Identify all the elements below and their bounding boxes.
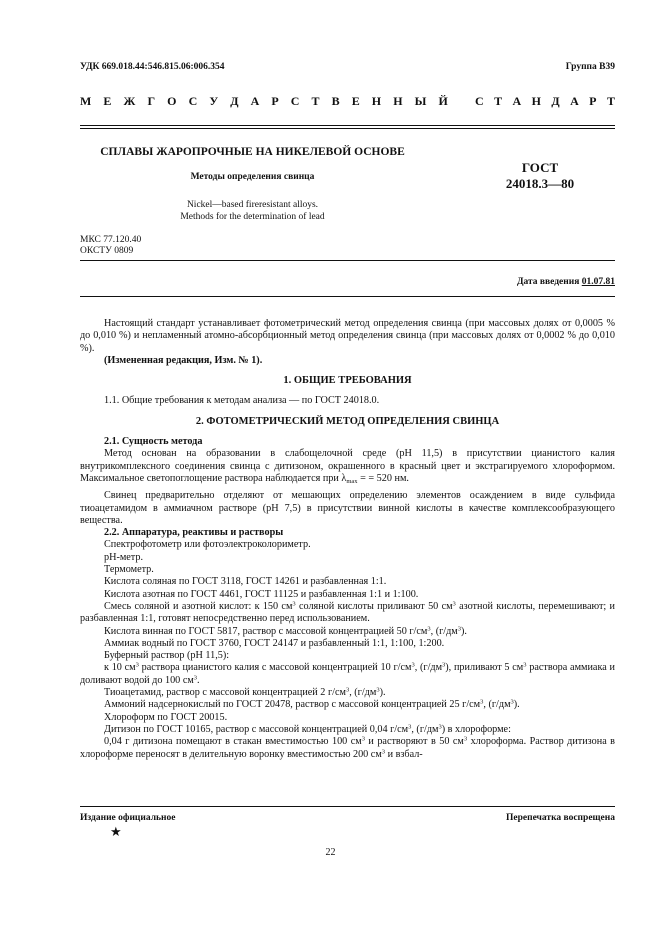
list-item: Дитизон по ГОСТ 10165, раствор с массовой концентрацией 0,04 $г/см^3$, $(г/дм^3)$ в хлороформе:: [104, 723, 511, 735]
mks-code: МКС 77.120.40: [80, 235, 142, 245]
section-2-heading: 2. ФОТОМЕТРИЧЕСКИЙ МЕТОД ОПРЕДЕЛЕНИЯ СВИНЦА: [195, 415, 500, 427]
clause-2-2-heading: 2.2. Аппаратура, реактивы и растворы: [104, 527, 284, 539]
document-title: СПЛАВЫ ЖАРОПРОЧНЫЕ НА НИКЕЛЕВОЙ ОСНОВЕ: [100, 146, 405, 158]
list-item: к 10 $см^3$ раствора цианистого калия с массовой концентрацией 10 $г/см^3$, $(г/дм^3)$, приливают 5 $см^3$ раствора аммиака и доливают водой до 100 $см^3$.: [80, 661, 615, 686]
header-rule-thin: [80, 128, 615, 129]
list-item: Аммиак водный по ГОСТ 3760, ГОСТ 24147 и разбавленный 1:1, 1:100, 1:200.: [104, 637, 445, 649]
okstu-code: ОКСТУ 0809: [80, 246, 134, 256]
intro-date: [517, 277, 615, 287]
list-item: Кислота азотная по ГОСТ 4461, ГОСТ 11125 и разбавленная 1:1 и 1:100.: [104, 588, 419, 600]
list-item: Смесь соляной и азотной кислот: к 150 $см^3$ соляной кислоты приливают 50 $см^3$ азотной кислоты, перемешивают; и разбавленная 1:1, готовят непосредственно перед использованием.: [80, 600, 616, 625]
page-number: 22: [325, 847, 336, 858]
english-title-line1: Nickel—based fireresistant alloys.: [186, 200, 319, 210]
clause-2-1-text-b: Свинец предварительно отделяют от мешающих определению элементов осаждением в виде сульфида тиоацетамидом в аммиачном растворе (pH 7,5) в присутствии винной кислоты в качестве комплексообразующего вещества.: [80, 490, 615, 526]
amendment-note: (Измененная редакция, Изм. № 1).: [104, 354, 263, 366]
list-item: pH-метр.: [104, 551, 144, 563]
section-1-heading: 1. ОБЩИЕ ТРЕБОВАНИЯ: [283, 375, 412, 387]
intro-date-label: Дата введения: [516, 277, 580, 287]
clause-2-1-text: Метод основан на образовании в слабощелочной среде (pH 11,5) в присутствии цианистого калия внутрикомплексного соединения свинца с дитизоном, окрашенного в красный цвет и экстрагируемого хлороформом. Максимальное светопоглощение раствора наблюдается при $\lambda_{max}$ = = 520 нм.: [80, 448, 615, 485]
document-body: [80, 318, 615, 761]
standard-banner: [80, 94, 615, 109]
document-subtitle: Методы определения свинца: [190, 172, 315, 182]
gost-label: ГОСТ: [521, 160, 559, 175]
reprint-prohibited: Перепечатка воспрещена: [505, 813, 615, 823]
banner-word-standard: С Т А Н Д А Р Т: [475, 94, 615, 108]
date-rule: [80, 296, 615, 297]
intro-paragraph: Настоящий стандарт устанавливает фотометрический метод определения свинца (при массовых долях от 0,0005 % до 0,010 %) и непламенный атомно-абсорбционный метод определения свинца (при массовых долях от 0,0002 % до 0,010 %).: [80, 318, 615, 354]
clause-1-1: 1.1. Общие требования к методам анализа — по ГОСТ 24018.0.: [104, 395, 380, 407]
list-item: Буферный раствор (pH 11,5):: [104, 650, 230, 662]
banner-word-interstate: М Е Ж Г О С У Д А Р С Т В Е Н Н Ы Й: [80, 94, 448, 108]
udk-code: УДК 669.018.44:546.815.06:006.354: [80, 62, 225, 72]
official-edition: Издание официальное: [80, 813, 176, 823]
list-item: Кислота соляная по ГОСТ 3118, ГОСТ 14261 и разбавленная 1:1.: [104, 576, 387, 588]
list-item: 0,04 г дитизона помещают в стакан вместимостью 100 $см^3$ и растворяют в 50 $см^3$ хлороформа. Раствор дитизона в хлороформе переносят в делительную воронку вместимостью 200 $см^3$ и взбал-: [80, 735, 615, 760]
list-item: Спектрофотометр или фотоэлектроколориметр.: [104, 539, 311, 551]
list-item: Тиоацетамид, раствор с массовой концентрацией 2 $г/см^3$, $(г/дм^3)$.: [104, 686, 386, 699]
list-item: Хлороформ по ГОСТ 20015.: [104, 711, 228, 723]
footer-rule: [80, 806, 615, 807]
header-rule: [80, 125, 615, 126]
list-item: Кислота винная по ГОСТ 5817, раствор с массовой концентрацией 50 $г/см^3$, $(г/дм^3)$.: [104, 625, 467, 637]
star-icon: ★: [110, 824, 122, 839]
group-code: Группа В39: [565, 62, 615, 72]
list-item: Термометр.: [104, 564, 154, 576]
intro-date-value: 01.07.81: [581, 277, 615, 287]
classifier-rule: [80, 260, 615, 261]
clause-2-1-heading: 2.1. Сущность метода: [104, 436, 203, 448]
list-item: Аммоний надсернокислый по ГОСТ 20478, раствор с массовой концентрацией 25 $г/см^3$, $(г/дм^3)$.: [104, 698, 520, 711]
gost-number: 24018.3—80: [505, 176, 575, 191]
english-title-line2: Methods for the determination of lead: [180, 212, 325, 222]
